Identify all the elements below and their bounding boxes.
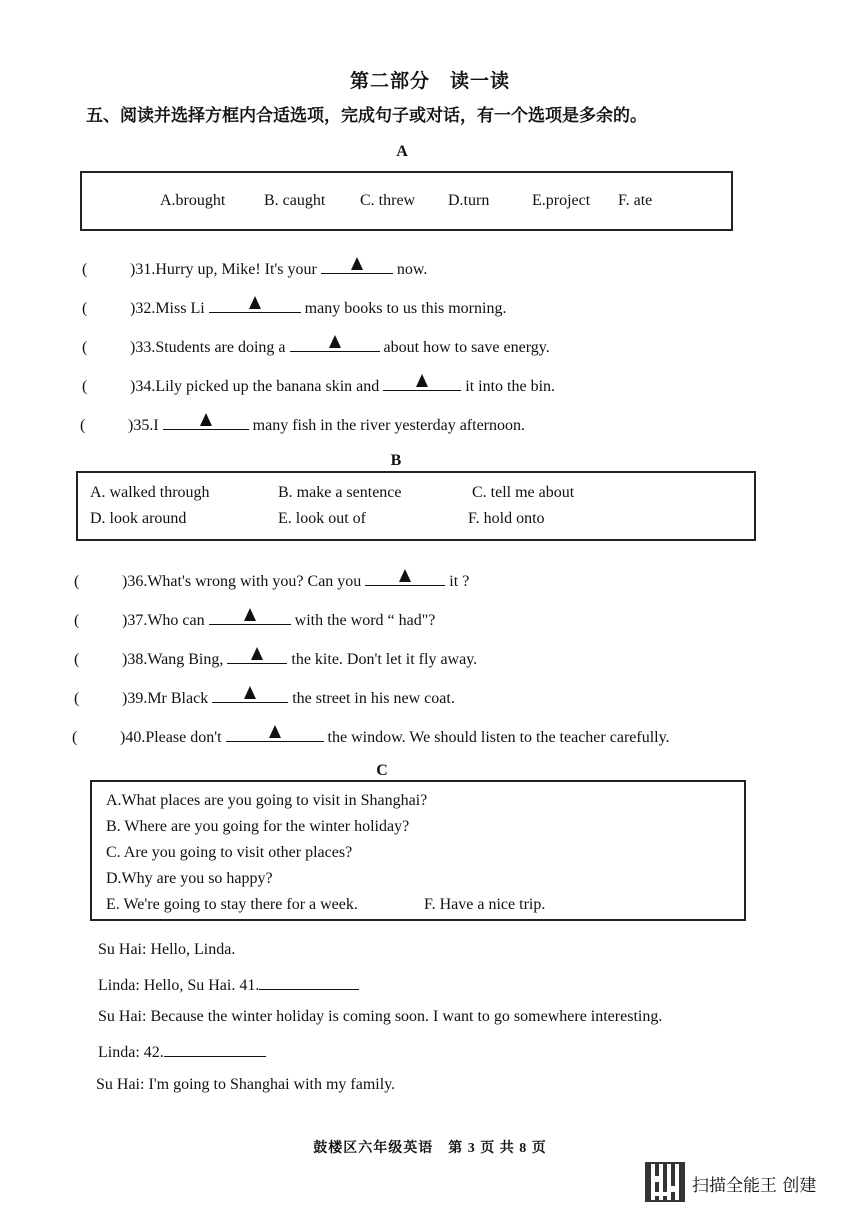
- section-b-option-box: [76, 471, 756, 541]
- part-title: 第二部分 读一读: [349, 71, 510, 92]
- question-text-after: the kite. Don't let it fly away.: [291, 651, 478, 668]
- section-a-label: A: [396, 143, 408, 160]
- option-c: C. threw: [360, 192, 416, 209]
- question-text: Wang Bing,: [147, 651, 224, 668]
- option-e: E. We're going to stay there for a week.: [106, 896, 358, 913]
- answer-paren: (: [74, 690, 80, 707]
- dialogue-line-text: Linda: 42.: [98, 1044, 164, 1061]
- question-text-after: the window. We should listen to the teacher carefully.: [327, 729, 670, 746]
- triangle-up-icon: [351, 257, 363, 270]
- question-35: [80, 413, 525, 435]
- option-a: A.What places are you going to visit in Shanghai?: [106, 792, 428, 809]
- dialogue-line-5: Su Hai: I'm going to Shanghai with my family.: [96, 1076, 396, 1093]
- question-31: [82, 257, 427, 279]
- question-text: I: [153, 417, 159, 434]
- question-number: )36.: [122, 573, 148, 590]
- instruction: 五、阅读并选择方框内合适选项，完成句子或对话，有一个选项是多余的。: [86, 106, 647, 125]
- answer-blank[interactable]: [163, 413, 249, 430]
- option-a: A. walked through: [90, 484, 210, 501]
- answer-paren: (: [82, 261, 88, 278]
- triangle-up-icon: [251, 647, 263, 660]
- question-text: Mr Black: [147, 690, 209, 707]
- option-d: D.turn: [448, 192, 490, 209]
- question-36: [74, 569, 469, 591]
- answer-blank[interactable]: [290, 335, 380, 352]
- question-text: Students are doing a: [155, 339, 286, 356]
- option-b: B. Where are you going for the winter holiday?: [106, 818, 410, 835]
- question-number: )32.: [130, 300, 156, 317]
- answer-paren: (: [82, 339, 88, 356]
- question-text-after: it into the bin.: [465, 378, 556, 395]
- answer-blank[interactable]: [365, 569, 445, 586]
- question-text-after: now.: [396, 261, 428, 278]
- question-number: )31.: [130, 261, 156, 278]
- question-number: )34.: [130, 378, 156, 395]
- answer-paren: (: [82, 300, 88, 317]
- answer-blank-41[interactable]: [259, 975, 359, 990]
- triangle-up-icon: [416, 374, 428, 387]
- triangle-up-icon: [399, 569, 411, 582]
- answer-paren: (: [74, 612, 80, 629]
- answer-blank[interactable]: [321, 257, 393, 274]
- answer-blank[interactable]: [383, 374, 461, 391]
- dialogue-line-2: [98, 975, 359, 995]
- question-text-after: it ?: [449, 573, 470, 590]
- answer-blank-42[interactable]: [164, 1042, 266, 1057]
- scanner-watermark: 扫描全能王 创建: [692, 1176, 817, 1196]
- answer-paren: (: [80, 417, 86, 434]
- dialogue-line-3: Su Hai: Because the winter holiday is coming soon. I want to go somewhere interesting.: [98, 1008, 663, 1025]
- answer-blank[interactable]: [209, 608, 291, 625]
- answer-paren: (: [72, 729, 78, 746]
- question-text: Please don't: [145, 729, 222, 746]
- section-c-option-box: [90, 780, 746, 921]
- section-b-label: B: [390, 452, 402, 469]
- dialogue-line-1: Su Hai: Hello, Linda.: [98, 941, 236, 958]
- question-text-after: with the word “ had"?: [294, 612, 436, 629]
- option-b: B. make a sentence: [278, 484, 402, 501]
- question-33: [82, 335, 550, 357]
- option-b: B. caught: [264, 192, 326, 209]
- question-37: [74, 608, 435, 630]
- question-number: )39.: [122, 690, 148, 707]
- question-text-after: about how to save energy.: [383, 339, 550, 356]
- question-text: What's wrong with you? Can you: [147, 573, 362, 590]
- option-d: D.Why are you so happy?: [106, 870, 273, 887]
- question-38: [74, 647, 477, 669]
- question-text: Hurry up, Mike! It's your: [155, 261, 317, 278]
- option-e: E.project: [532, 192, 591, 209]
- question-40: [72, 725, 670, 747]
- question-number: )40.: [120, 729, 146, 746]
- triangle-up-icon: [244, 686, 256, 699]
- question-text: Miss Li: [155, 300, 205, 317]
- question-number: )37.: [122, 612, 148, 629]
- answer-paren: (: [82, 378, 88, 395]
- question-text-after: many fish in the river yesterday afternoon.: [252, 417, 526, 434]
- question-text-after: many books to us this morning.: [304, 300, 507, 317]
- option-f: F. hold onto: [468, 510, 545, 527]
- page-footer: 鼓楼区六年级英语 第 3 页 共 8 页: [313, 1141, 547, 1156]
- dialogue-line-4: [98, 1042, 266, 1062]
- answer-blank[interactable]: [227, 647, 287, 664]
- question-text-after: the street in his new coat.: [292, 690, 455, 707]
- section-a-option-box: [80, 171, 733, 231]
- question-number: )33.: [130, 339, 156, 356]
- dialogue-line-text: Linda: Hello, Su Hai. 41.: [98, 977, 260, 994]
- answer-paren: (: [74, 651, 80, 668]
- option-f: F. ate: [618, 192, 653, 209]
- option-a: A.brought: [160, 192, 226, 209]
- triangle-up-icon: [269, 725, 281, 738]
- question-32: [82, 296, 506, 318]
- answer-blank[interactable]: [212, 686, 288, 703]
- triangle-up-icon: [200, 413, 212, 426]
- option-c: C. tell me about: [472, 484, 575, 501]
- option-f: F. Have a nice trip.: [424, 896, 546, 913]
- answer-blank[interactable]: [226, 725, 324, 742]
- question-39: [74, 686, 455, 708]
- option-e: E. look out of: [278, 510, 366, 527]
- question-34: [82, 374, 555, 396]
- triangle-up-icon: [249, 296, 261, 309]
- question-text: Lily picked up the banana skin and: [155, 378, 380, 395]
- option-c: C. Are you going to visit other places?: [106, 844, 353, 861]
- question-number: )38.: [122, 651, 148, 668]
- answer-paren: (: [74, 573, 80, 590]
- section-c-label: C: [376, 762, 388, 779]
- option-d: D. look around: [90, 510, 187, 527]
- qr-code-icon: [645, 1162, 685, 1202]
- triangle-up-icon: [244, 608, 256, 621]
- question-number: )35.: [128, 417, 154, 434]
- triangle-up-icon: [329, 335, 341, 348]
- question-text: Who can: [147, 612, 205, 629]
- answer-blank[interactable]: [209, 296, 301, 313]
